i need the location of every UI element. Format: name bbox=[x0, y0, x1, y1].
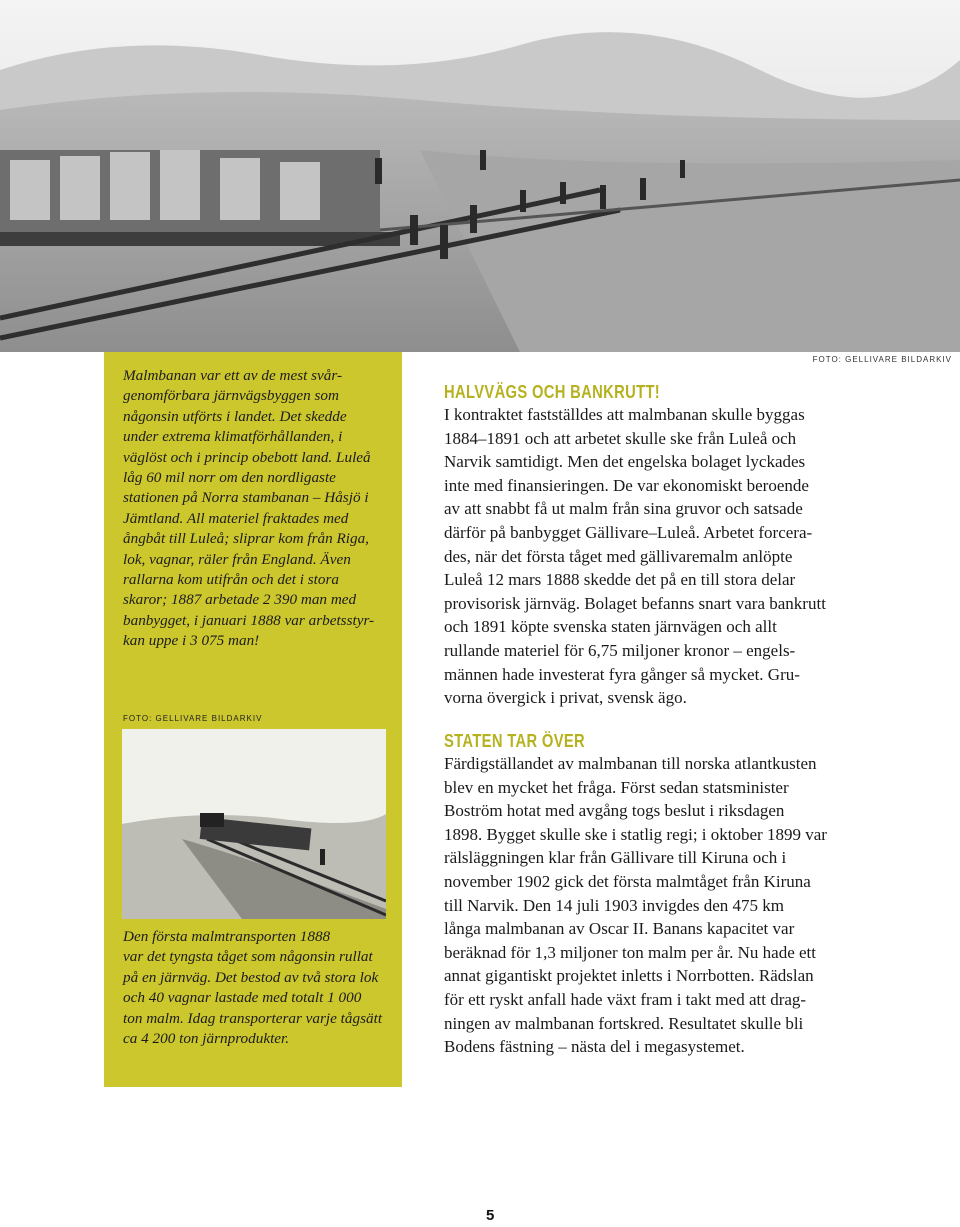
section-halvvags bbox=[444, 381, 884, 710]
photo-credit-top: FOTO: GELLIVARE BILDARKIV bbox=[812, 355, 952, 364]
section-heading: STATEN TAR ÖVER bbox=[444, 731, 586, 751]
section-body: I kontraktet fastställdes att malmbanan skulle byggas 1884–1891 och att arbetet skulle ske från Luleå och Narvik samtidigt. Men det engelska bolaget lyckades inte med finansieringen. De var ekonomiskt beroende av att snabbt få ut malm från sina gruvor och satsade därför på banbygget Gällivare–Luleå. Arbetet forcera- des, när det första tåget med gällivaremalm anlöpte Luleå 12 mars 1888 skedde det på en till stora delar provisorisk järnväg. Bolaget befanns snart vara bankrutt och 1891 köpte svenska staten järnvägen och allt rullande materiel för 6,75 miljoner kronor – engels- männen hade investerat fyra gånger så mycket. Gru- vorna övergick i privat, svensk ägo. bbox=[444, 405, 826, 708]
section-body: Färdigställandet av malmbanan till norska atlantkusten blev en mycket het fråga. Först sedan statsminister Boström hotat med avgång togs beslut i riksdagen 1898. Bygget skulle ske i statlig regi; i oktober 1899 var rälsläggningen klar från Gällivare till Kiruna och i november 1902 gick det första malmtåget från Kiruna till Narvik. Den 14 juli 1903 invigdes den 475 km långa malmbanan av Oscar II. Banans kapacitet var beräknad för 1,3 miljoner ton malm per år. Nu hade ett annat gigantiskt projektet inletts i Norrbotten. Rädslan för ett ryskt anfall hade växt fram i takt med att drag- ningen av malmbanan fortskred. Resultatet skulle bli Bodens fästning – nästa del i megasystemet. bbox=[444, 754, 827, 1057]
sidebar-intro-text: Malmbanan var ett av de mest svår- genomförbara järnvägsbyggen som någonsin utförts i landet. Det skedde under extrema klimatförhållanden, i väglöst och i princip obebott land. Luleå låg 60 mil norr om den nordligaste stationen på Norra stambanan – Håsjö i Jämtland. All materiel fraktades med ångbåt till Luleå; sliprar kom från Riga, lok, vagnar, räler från England. Även rallarna kom utifrån och det i stora skaror; 1887 arbetade 2 390 man med banbygget, i januari 1888 var arbetsstyr- kan uppe i 3 075 man! bbox=[123, 367, 375, 650]
ore-train-photo bbox=[122, 729, 386, 919]
section-heading: HALVVÄGS OCH BANKRUTT! bbox=[444, 382, 661, 402]
photo-credit-sidebar: FOTO: GELLIVARE BILDARKIV bbox=[123, 714, 263, 723]
hero-photo-image bbox=[0, 0, 960, 352]
section-staten bbox=[444, 730, 884, 1059]
hero-photo-railway-construction bbox=[0, 0, 960, 352]
page-number: 5 bbox=[486, 1207, 495, 1224]
photo-caption: Den första malmtransporten 1888 var det tyngsta tåget som någonsin rullat på en järnväg. Det bestod av två stora lok och 40 vagnar lastade med totalt 1 000 ton malm. Idag transporterar varje tågsätt ca 4 200 ton järnprodukter. bbox=[123, 928, 383, 1048]
sidebar-box bbox=[104, 352, 402, 1087]
ore-train-image bbox=[122, 729, 386, 919]
